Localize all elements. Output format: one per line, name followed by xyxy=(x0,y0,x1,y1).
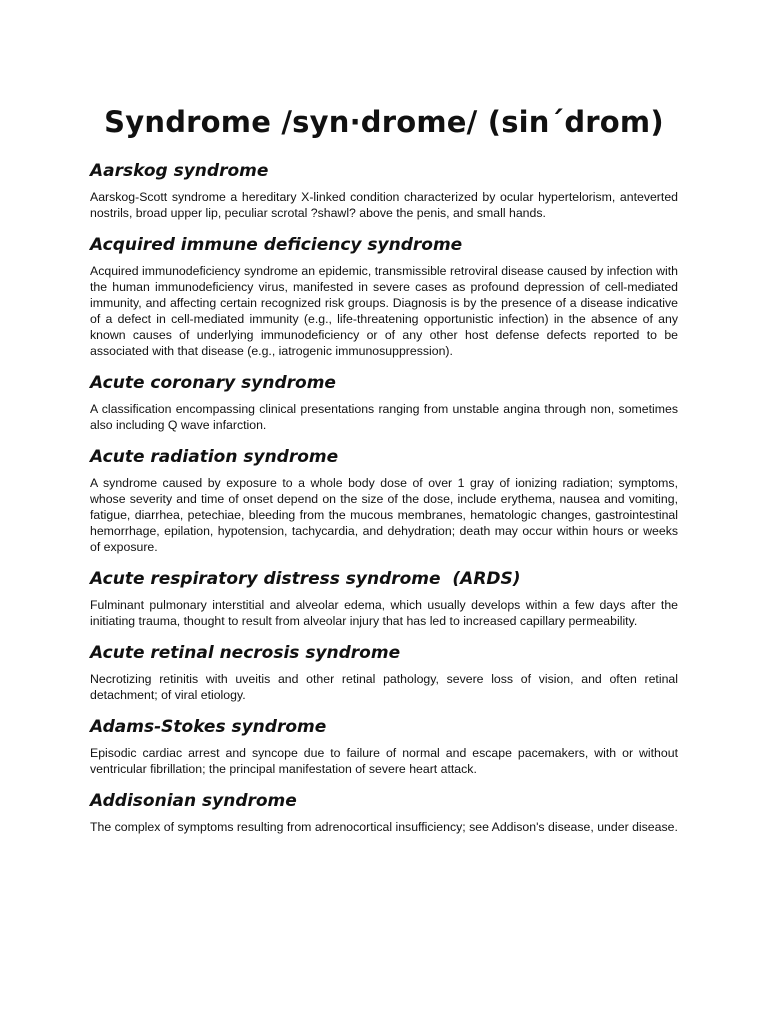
entry-heading: Adams-Stokes syndrome xyxy=(90,717,327,737)
entry-adams-stokes-syndrome xyxy=(90,716,678,777)
entry-text: Aarskog-Scott syndrome a hereditary X-linked condition characterized by ocular hypertelorism, anteverted nostrils, broad upper lip, peculiar scrotal ?shawl? above the penis, and small hands. xyxy=(90,190,678,220)
page-title: Syndrome /syn·drome/ (sin´drom) xyxy=(104,105,664,139)
entry-heading: Aarskog syndrome xyxy=(90,161,269,181)
entry-text: A classification encompassing clinical presentations ranging from unstable angina through non, sometimes also including Q wave infarction. xyxy=(90,402,678,432)
entry-text: A syndrome caused by exposure to a whole body dose of over 1 gray of ionizing radiation; symptoms, whose severity and time of onset depend on the size of the dose, include erythema, nausea and vomiting, fatigue, diarrhea, petechiae, bleeding from the mucous membranes, hematologic changes, gastrointestinal hemorrhage, epilation, hypotension, tachycardia, and dehydration; death may occur within hours or weeks of exposure. xyxy=(90,476,678,554)
entry-text: The complex of symptoms resulting from adrenocortical insufficiency; see Addison's disease, under disease. xyxy=(90,820,678,834)
entry-text: Episodic cardiac arrest and syncope due to failure of normal and escape pacemakers, with or without ventricular fibrillation; the principal manifestation of severe heart attack. xyxy=(90,746,678,776)
document-page xyxy=(90,100,678,848)
entry-heading: Acute retinal necrosis syndrome xyxy=(90,643,401,663)
entry-text: Necrotizing retinitis with uveitis and other retinal pathology, severe loss of vision, and often retinal detachment; of viral etiology. xyxy=(90,672,678,702)
entry-heading: Acquired immune deficiency syndrome xyxy=(90,235,463,255)
entry-heading: Acute radiation syndrome xyxy=(90,447,339,467)
entry-acute-respiratory-distress-syndrome xyxy=(90,568,678,629)
entry-acute-coronary-syndrome xyxy=(90,372,678,433)
entry-acquired-immune-deficiency-syndrome xyxy=(90,234,678,359)
entry-heading: Addisonian syndrome xyxy=(90,791,297,811)
entry-text: Fulminant pulmonary interstitial and alveolar edema, which usually develops within a few days after the initiating trauma, thought to result from alveolar injury that has led to increased capillary permeability. xyxy=(90,598,678,628)
entry-text: Acquired immunodeficiency syndrome an epidemic, transmissible retroviral disease caused by infection with the human immunodeficiency virus, manifested in severe cases as profound depression of cell-mediated immunity, and affecting certain recognized risk groups. Diagnosis is by the presence of a disease indicative of a defect in cell-mediated immunity (e.g., life-threatening opportunistic infection) in the absence of any known causes of underlying immunodeficiency or of any other host defense defects reported to be associated with that disease (e.g., iatrogenic immunosuppression). xyxy=(90,264,678,358)
entry-addisonian-syndrome xyxy=(90,790,678,835)
entry-acute-radiation-syndrome xyxy=(90,446,678,555)
entry-heading: Acute respiratory distress syndrome (ARDS) xyxy=(90,569,521,589)
entry-acute-retinal-necrosis-syndrome xyxy=(90,642,678,703)
entry-aarskog-syndrome xyxy=(90,160,678,221)
entry-heading: Acute coronary syndrome xyxy=(90,373,336,393)
